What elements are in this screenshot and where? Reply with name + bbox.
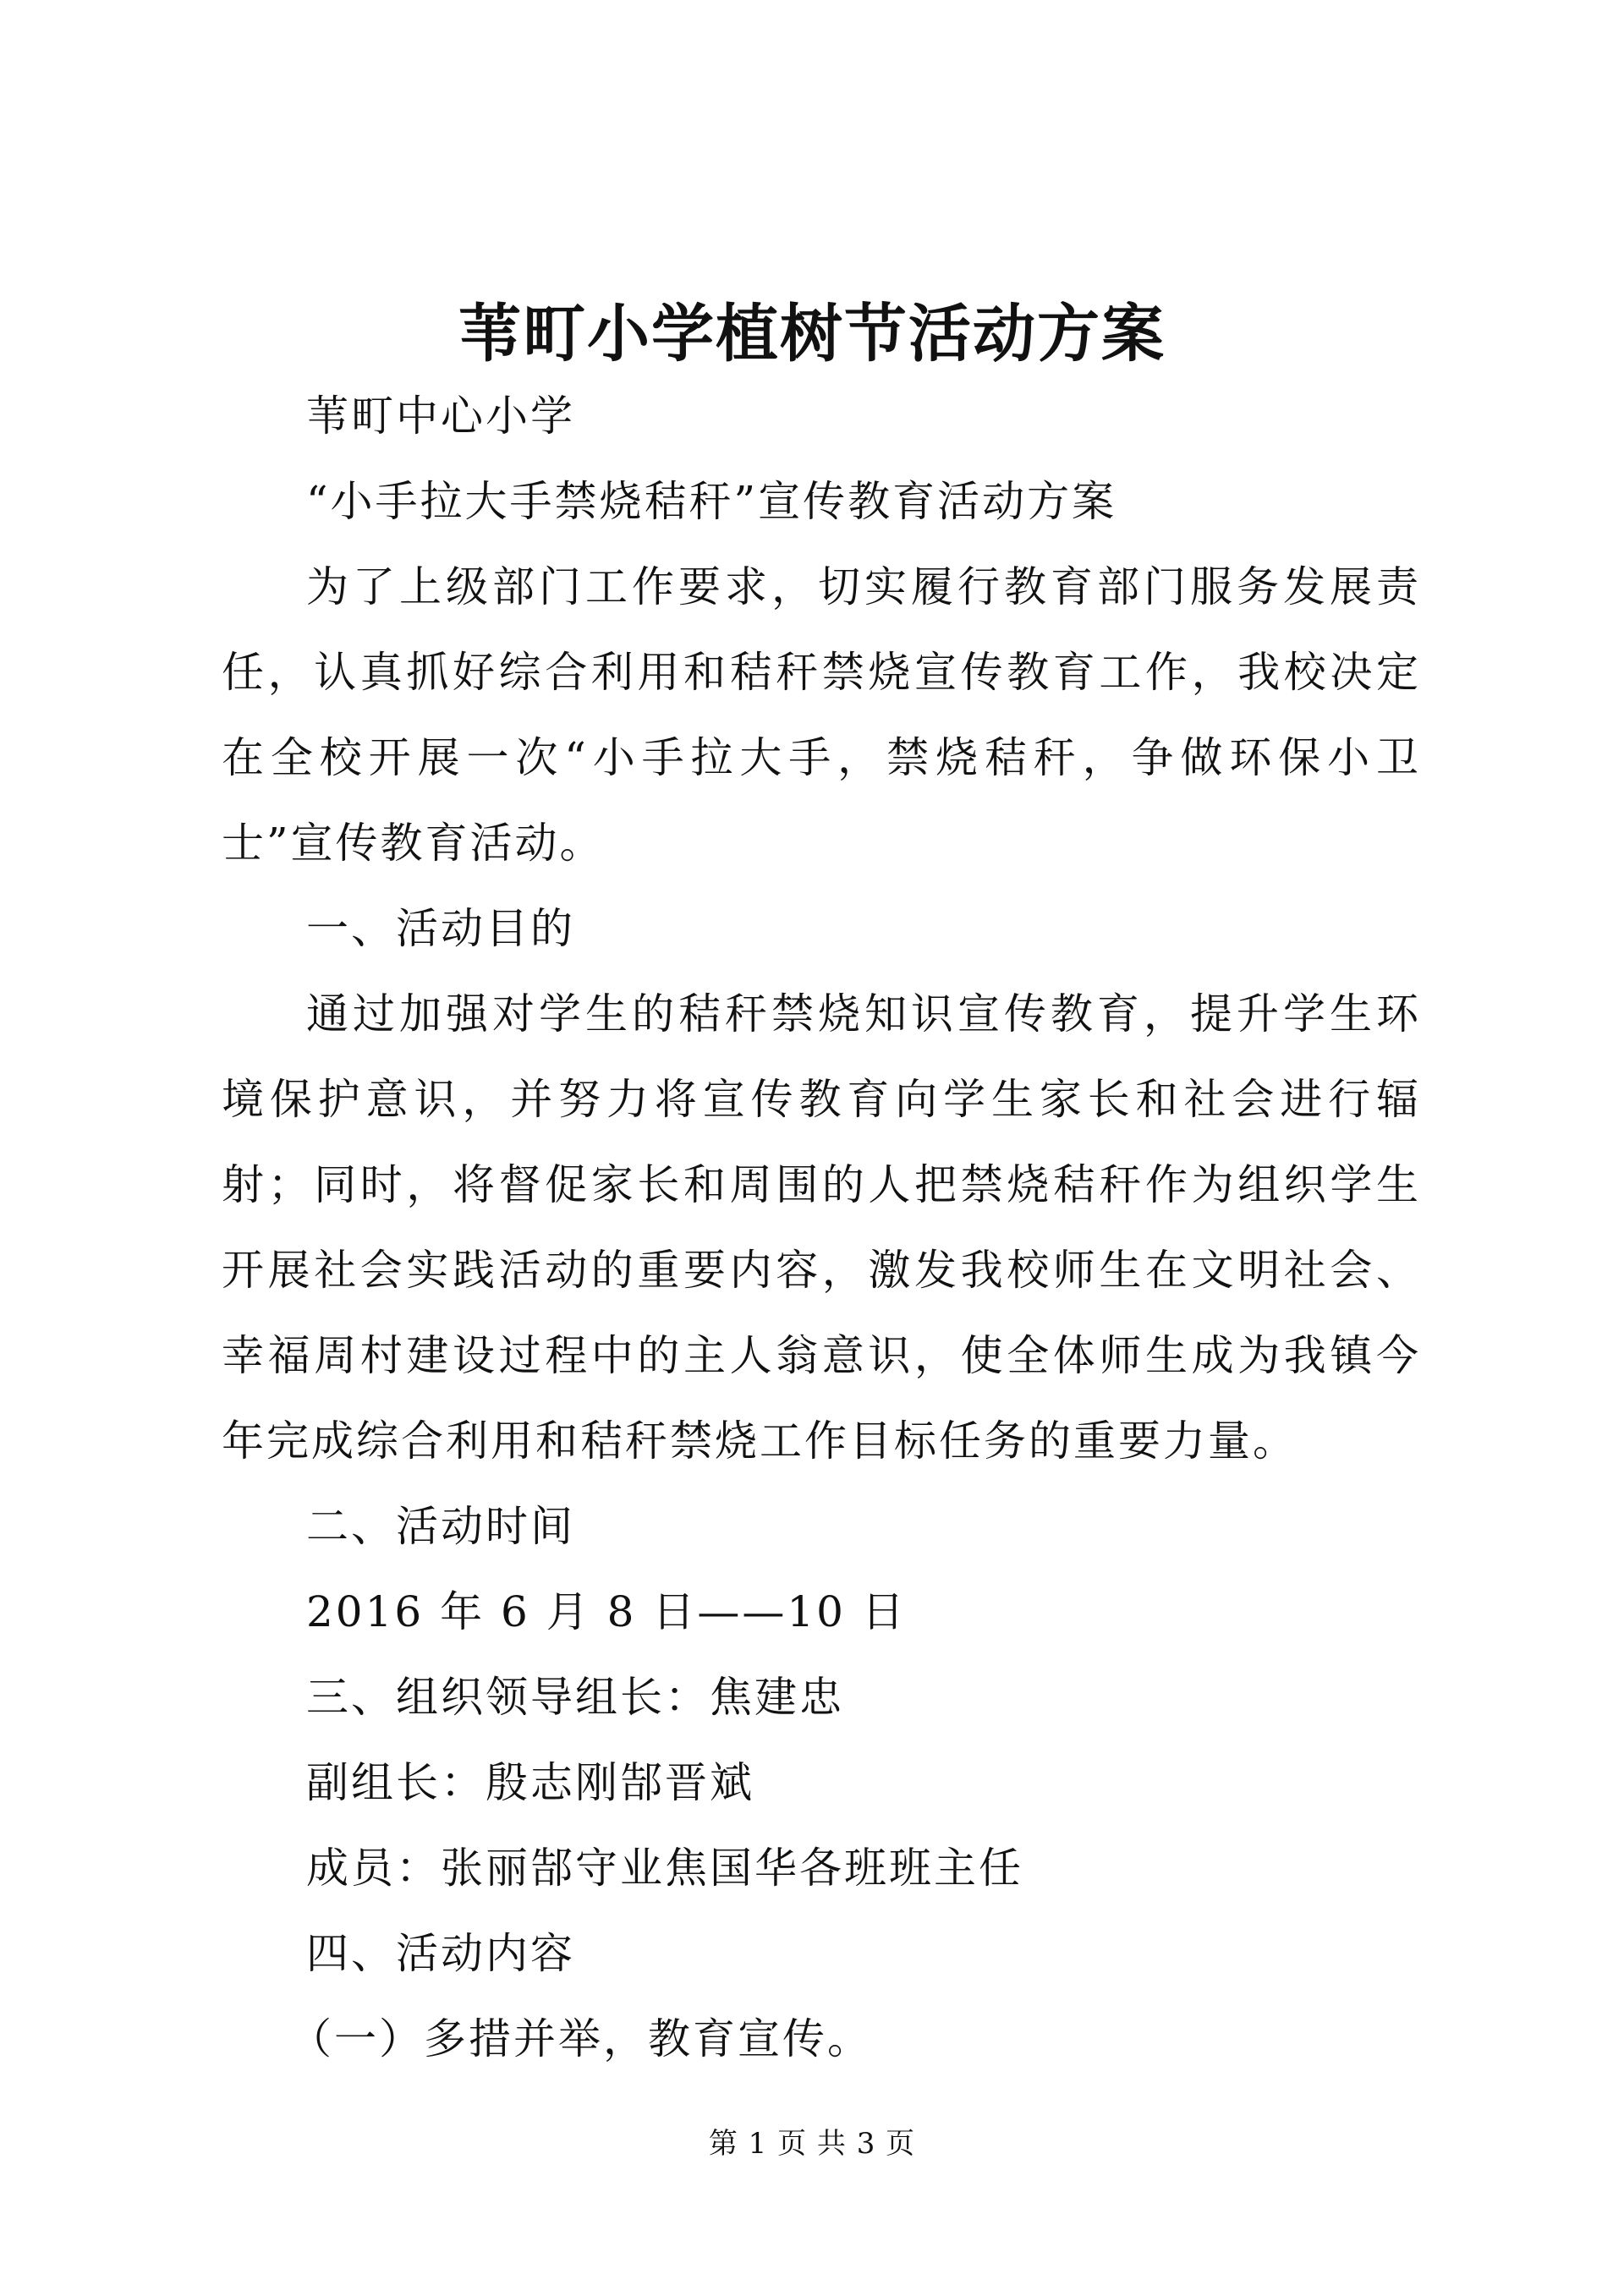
section-heading-time: 二、活动时间 bbox=[306, 1502, 575, 1551]
document-title: 苇町小学植树节活动方案 bbox=[458, 298, 1166, 370]
subsection-heading-publicity: （一）多措并举，教育宣传。 bbox=[289, 2014, 872, 2063]
school-name-line: 苇町中心小学 bbox=[306, 392, 575, 441]
page-number-footer: 第 1 页 共 3 页 bbox=[708, 2127, 916, 2161]
section-heading-content: 四、活动内容 bbox=[306, 1929, 575, 1978]
members-line: 成员：张丽郜守业焦国华各班班主任 bbox=[306, 1844, 1023, 1893]
intro-paragraph: 为了上级部门工作要求，切实履行教育部门服务发展责任，认真抓好综合利用和秸秆禁烧宣传教育工作，我校决定在全校开展一次“小手拉大手，禁烧秸秆，争做环保小卫士”宣传教育活动。 bbox=[222, 562, 1421, 868]
section-heading-leadership: 三、组织领导组长：焦建忠 bbox=[306, 1673, 844, 1722]
deputy-leaders-line: 副组长：殷志刚郜晋斌 bbox=[306, 1758, 754, 1807]
activity-date-line: 2016 年 6 月 8 日——10 日 bbox=[306, 1587, 907, 1636]
section-heading-purpose: 一、活动目的 bbox=[306, 904, 575, 953]
purpose-paragraph: 通过加强对学生的秸秆禁烧知识宣传教育，提升学生环境保护意识，并努力将宣传教育向学生家长和社会进行辐射；同时，将督促家长和周围的人把禁烧秸秆作为组织学生开展社会实践活动的重要内容，激发我校师生在文明社会、幸福周村建设过程中的主人翁意识，使全体师生成为我镇今年完成综合利用和秸秆禁烧工作目标任务的重要力量。 bbox=[222, 989, 1421, 1466]
document-body bbox=[222, 374, 1421, 2082]
plan-subtitle-line: “小手拉大手禁烧秸秆”宣传教育活动方案 bbox=[306, 477, 1117, 526]
